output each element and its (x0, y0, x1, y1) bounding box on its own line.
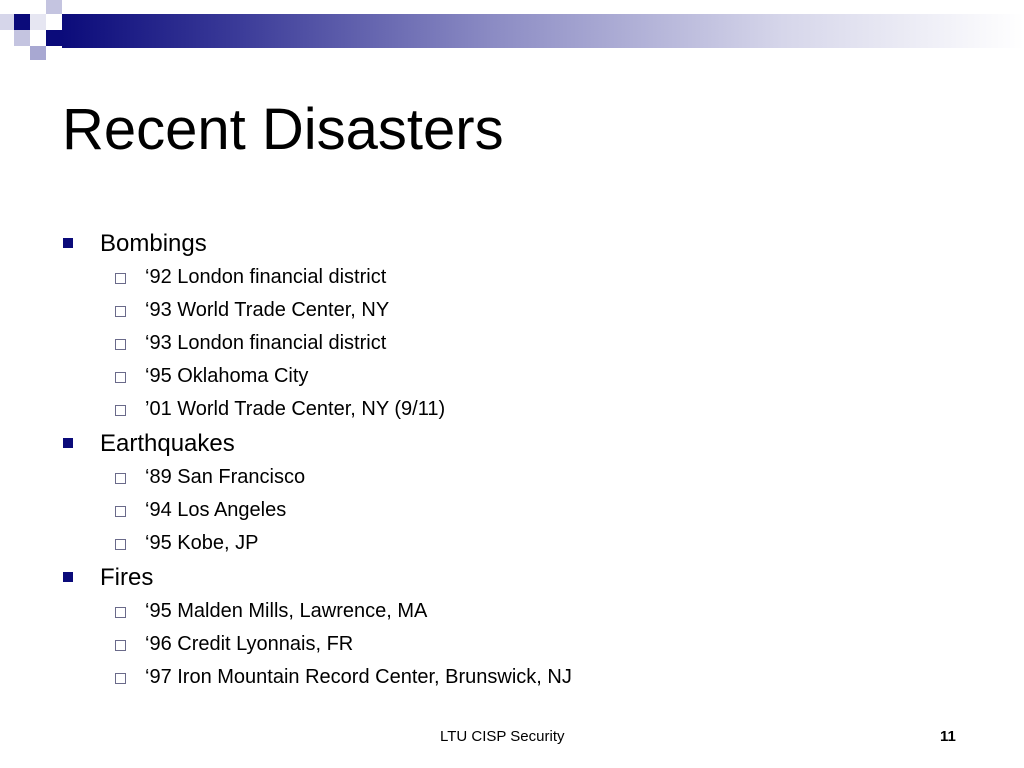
hollow-square-bullet-icon (115, 473, 126, 484)
sub-bullet-item (0, 294, 1024, 327)
sub-bullet-label: ‘93 World Trade Center, NY (145, 299, 390, 321)
sub-bullet-label: ‘94 Los Angeles (145, 499, 287, 521)
decor-square (30, 30, 46, 46)
sub-bullet-item (0, 494, 1024, 527)
sub-bullet-item (0, 527, 1024, 560)
sub-bullet-item (0, 461, 1024, 494)
sub-bullet-label: ‘89 San Francisco (145, 466, 306, 488)
sub-bullet-item (0, 360, 1024, 393)
decor-square (30, 14, 46, 30)
hollow-square-bullet-icon (115, 405, 126, 416)
square-bullet-icon (63, 438, 73, 448)
hollow-square-bullet-icon (115, 372, 126, 383)
square-bullet-icon (63, 572, 73, 582)
decor-square (0, 14, 14, 30)
slide-page-number: 11 (940, 728, 956, 745)
bullet-label: Bombings (100, 230, 207, 257)
decor-square (14, 30, 30, 46)
bullet-label: Earthquakes (100, 430, 235, 457)
sub-bullet-label: ‘97 Iron Mountain Record Center, Brunswick, NJ (145, 666, 572, 688)
bullet-list (0, 226, 1024, 694)
slide-footer: LTU CISP Security (440, 728, 565, 745)
hollow-square-bullet-icon (115, 273, 126, 284)
header-gradient-bar (62, 14, 1024, 48)
sub-bullet-item (0, 393, 1024, 426)
sub-bullet-item (0, 327, 1024, 360)
decor-square (46, 30, 62, 46)
slide-title: Recent Disasters (62, 97, 504, 162)
sub-bullet-label: ‘95 Oklahoma City (145, 365, 309, 387)
sub-bullet-item (0, 628, 1024, 661)
sub-bullet-item (0, 595, 1024, 628)
square-bullet-icon (63, 238, 73, 248)
sub-bullet-item (0, 661, 1024, 694)
bullet-item-bombings (0, 226, 1024, 261)
decor-square (30, 46, 46, 60)
hollow-square-bullet-icon (115, 339, 126, 350)
bullet-item-fires (0, 560, 1024, 595)
sub-bullet-label: ‘93 London financial district (145, 332, 387, 354)
hollow-square-bullet-icon (115, 539, 126, 550)
sub-bullet-label: ‘95 Kobe, JP (145, 532, 259, 554)
hollow-square-bullet-icon (115, 607, 126, 618)
sub-bullet-label: ‘92 London financial district (145, 266, 387, 288)
sub-bullet-label: ‘96 Credit Lyonnais, FR (145, 633, 354, 655)
hollow-square-bullet-icon (115, 640, 126, 651)
sub-bullet-label: ‘95 Malden Mills, Lawrence, MA (145, 600, 428, 622)
hollow-square-bullet-icon (115, 673, 126, 684)
decor-square (46, 0, 62, 14)
decor-square (14, 14, 30, 30)
bullet-label: Fires (100, 564, 154, 591)
sub-bullet-label: ’01 World Trade Center, NY (9/11) (145, 398, 446, 420)
bullet-item-earthquakes (0, 426, 1024, 461)
hollow-square-bullet-icon (115, 506, 126, 517)
hollow-square-bullet-icon (115, 306, 126, 317)
sub-bullet-item (0, 261, 1024, 294)
